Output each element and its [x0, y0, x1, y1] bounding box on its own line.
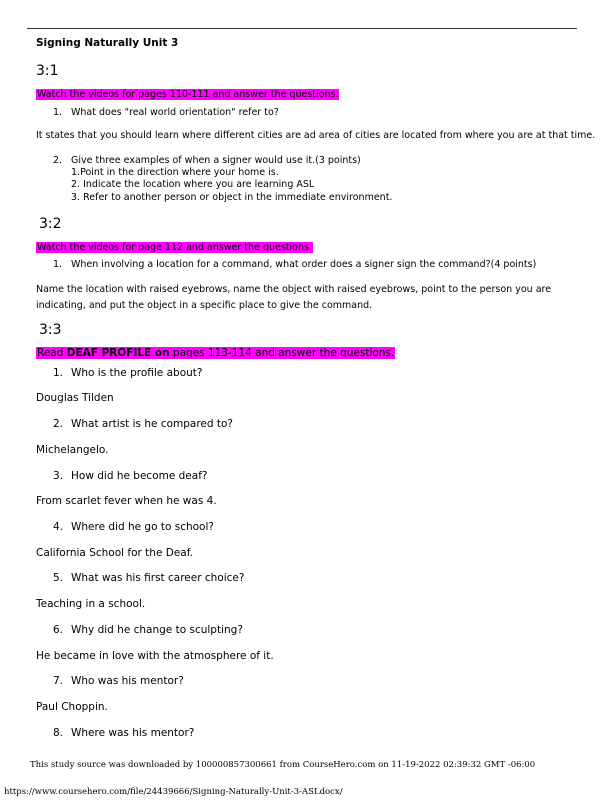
question-3-3-6 — [53, 624, 243, 636]
instruction-bold: DEAF PROFILE on — [66, 347, 170, 359]
question-3-3-8 — [53, 727, 194, 739]
question-text: Why did he change to sculpting? — [71, 624, 243, 636]
question-number: 3. — [53, 470, 64, 482]
answer-3-1-2-line-3: 3. Refer to another person or object in the immediate environment. — [71, 192, 393, 203]
question-3-3-5 — [53, 572, 244, 584]
footer-url[interactable]: https://www.coursehero.com/file/24439666/Signing-Naturally-Unit-3-ASLdocx/ — [4, 787, 343, 797]
section-instruction-3-3 — [36, 341, 395, 360]
answer-3-1-2-line-2: 2. Indicate the location where you are learning ASL — [71, 179, 315, 190]
footer-source-note: This study source was downloaded by 100000857300661 from CourseHero.com on 11-19-2022 02:39:32 GMT -06:00 — [30, 760, 536, 770]
question-number: 2. — [53, 155, 63, 166]
question-text: Where did he go to school? — [71, 521, 214, 533]
question-3-3-7 — [53, 675, 184, 687]
question-text: What was his first career choice? — [71, 572, 245, 584]
question-3-3-2 — [53, 418, 233, 430]
question-number: 8. — [53, 727, 64, 739]
section-instruction-3-1 — [36, 82, 339, 101]
question-text: Where was his mentor? — [71, 727, 195, 739]
top-rule — [27, 28, 577, 29]
answer-3-3-6: He became in love with the atmosphere of it. — [36, 650, 274, 662]
question-3-2-1 — [53, 259, 536, 270]
answer-3-1-2-line-1: 1.Point in the direction where your home is. — [71, 167, 279, 178]
question-3-3-4 — [53, 521, 214, 533]
question-3-3-1 — [53, 367, 202, 379]
question-text: Give three examples of when a signer would use it.(3 points) — [71, 155, 361, 166]
answer-3-3-5: Teaching in a school. — [36, 598, 146, 610]
answer-3-3-4: California School for the Deaf. — [36, 547, 193, 559]
answer-3-3-3: From scarlet fever when he was 4. — [36, 495, 217, 507]
section-heading-3-2: 3:2 — [39, 216, 62, 232]
highlighted-instruction: Watch the videos for pages 110-111 and answer the questions. — [37, 89, 339, 100]
section-heading-3-1: 3:1 — [36, 63, 59, 79]
answer-3-3-7: Paul Choppin. — [36, 701, 108, 713]
question-number: 1. — [53, 259, 63, 270]
question-number: 2. — [53, 418, 64, 430]
instruction-post: pages 113-114 and answer the questions. — [169, 347, 395, 359]
highlighted-instruction — [36, 347, 395, 359]
answer-3-3-1: Douglas Tilden — [36, 392, 114, 404]
question-text: Who is the profile about? — [71, 367, 203, 379]
question-number: 6. — [53, 624, 64, 636]
answer-3-2-1: Name the location with raised eyebrows, name the object with raised eyebrows, point to the person you are indicating, and put the object in a specific place to give the command. — [36, 284, 552, 311]
question-3-1-2 — [53, 155, 361, 166]
question-text: What does "real world orientation" refer to? — [71, 107, 279, 118]
question-3-1-1 — [53, 107, 279, 118]
question-number: 4. — [53, 521, 64, 533]
question-number: 1. — [53, 367, 64, 379]
question-number: 5. — [53, 572, 64, 584]
answer-3-3-2: Michelangelo. — [36, 444, 109, 456]
section-heading-3-3: 3:3 — [39, 322, 62, 338]
section-instruction-3-2 — [36, 235, 313, 254]
question-text: What artist is he compared to? — [71, 418, 234, 430]
question-number: 1. — [53, 107, 63, 118]
question-3-3-3 — [53, 470, 207, 482]
question-text: When involving a location for a command, what order does a signer sign the command?(4 points) — [71, 259, 537, 270]
question-text: How did he become deaf? — [71, 470, 208, 482]
instruction-pre: Read — [37, 347, 67, 359]
question-number: 7. — [53, 675, 64, 687]
question-text: Who was his mentor? — [71, 675, 184, 687]
highlighted-instruction: Watch the videos for page 112 and answer the questions. — [37, 242, 312, 253]
answer-3-1-1: It states that you should learn where different cities are ad area of cities are located from where you are at that time. — [36, 130, 596, 141]
document-title: Signing Naturally Unit 3 — [36, 37, 179, 49]
